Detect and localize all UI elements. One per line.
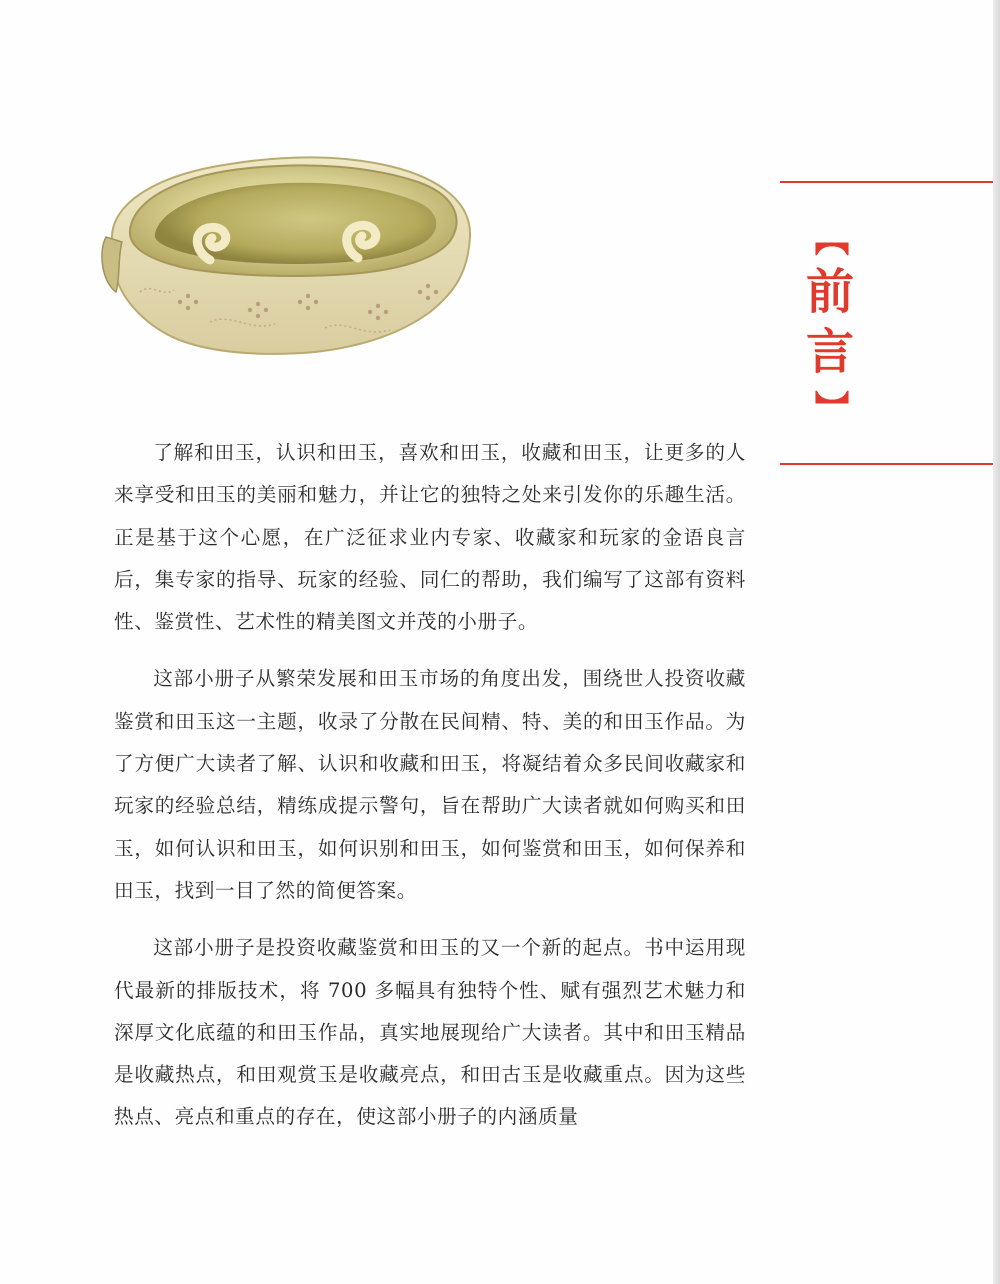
page-edge	[993, 0, 1000, 1284]
heading-char-2: 言	[805, 324, 854, 380]
heading-char-1: 前	[805, 264, 854, 320]
heading-rule-bottom	[780, 463, 993, 465]
heading-bracket-close: 】	[810, 390, 850, 424]
page-heading	[800, 222, 860, 424]
heading-bracket-open: 【	[810, 222, 850, 256]
preface-body	[114, 432, 746, 1154]
paragraph-2: 这部小册子从繁荣发展和田玉市场的角度出发，围绕世人投资收藏鉴赏和田玉这一主题，收录了分散在民间精、特、美的和田玉作品。为了方便广大读者了解、认识和收藏和田玉，将凝结着众多民间收藏家和玩家的经验总结，精练成提示警句，旨在帮助广大读者就如何购买和田玉，如何认识和田玉，如何识别和田玉，如何鉴赏和田玉，如何保养和田玉，找到一目了然的简便答案。	[114, 667, 746, 902]
heading-rule-top	[780, 181, 993, 183]
jade-brush-washer-icon	[100, 142, 480, 372]
paragraph-1: 了解和田玉，认识和田玉，喜欢和田玉，收藏和田玉，让更多的人来享受和田玉的美丽和魅力，并让它的独特之处来引发你的乐趣生活。正是基于这个心愿，在广泛征求业内专家、收藏家和玩家的金语良言后，集专家的指导、玩家的经验、同仁的帮助，我们编写了这部有资料性、鉴赏性、艺术性的精美图文并茂的小册子。	[114, 441, 746, 634]
paragraph-3: 这部小册子是投资收藏鉴赏和田玉的又一个新的起点。书中运用现代最新的排版技术，将 700 多幅具有独特个性、赋有强烈艺术魅力和深厚文化底蕴的和田玉作品，真实地展现给广大读者。其中和田玉精品是收藏热点，和田观赏玉是收藏亮点，和田古玉是收藏重点。因为这些热点、亮点和重点的存在，使这部小册子的内涵质量	[114, 936, 746, 1129]
